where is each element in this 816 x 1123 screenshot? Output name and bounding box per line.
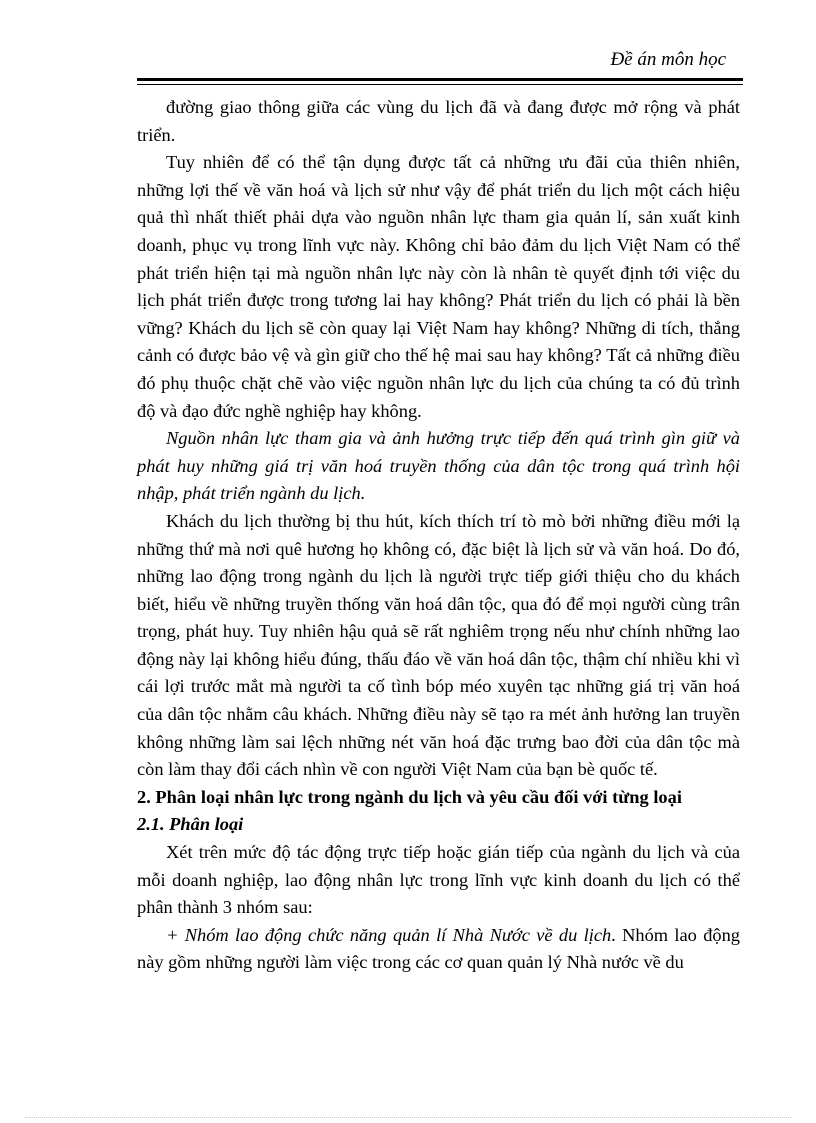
paragraph-6-lead: + Nhóm lao động chức năng quản lí Nhà Nước về du lịch — [166, 924, 612, 945]
paragraph-2: Tuy nhiên để có thể tận dụng được tất cả những ưu đãi của thiên nhiên, những lợi thế về văn hoá và lịch sử như vậy để phát triển du lịch một cách hiệu quả thì nhất thiết phải dựa vào nguồn nhân lực tham gia quản lí, sản xuất kinh doanh, phục vụ trong lĩnh vực này. Không chỉ bảo đảm du lịch Việt Nam có thể phát triển hiện tại mà nguồn nhân lực này còn là nhân tè quyết định tới việc du lịch phát triển được trong tương lai hay không? Phát triển du lịch có phải là bền vững? Khách du lịch sẽ còn quay lại Việt Nam hay không? Những di tích, thắng cảnh có được bảo vệ và gìn giữ cho thế hệ mai sau hay không? Tất cả những điều đó phụ thuộc chặt chẽ vào việc nguồn nhân lực du lịch của chúng ta có đủ trình độ và đạo đức nghề nghiệp hay không. — [137, 152, 740, 421]
footer-divider — [25, 1117, 791, 1118]
section-heading-2: 2. Phân loại nhân lực trong ngành du lịch và yêu cầu đối với từng loại — [137, 786, 682, 807]
header-rule-thick — [137, 78, 743, 81]
body-text — [137, 94, 740, 977]
subsection-heading-2-1: 2.1. Phân loại — [137, 814, 244, 835]
paragraph-6-rest: . Nhóm lao động này gồm những người làm việc trong các cơ quan quản lý Nhà nước về du — [137, 924, 740, 973]
paragraph-4: Khách du lịch thường bị thu hút, kích thích trí tò mò bởi những điều mới lạ những thứ mà nơi quê hương họ không có, đặc biệt là lịch sử và văn hoá. Do đó, những lao động trong ngành du lịch là người trực tiếp giới thiệu cho du khách biết, hiểu về những truyền thống văn hoá dân tộc, qua đó để mọi người cùng trân trọng, phát huy. Tuy nhiên hậu quả sẽ rất nghiêm trọng nếu như chính những lao động này lại không hiểu đúng, thấu đáo về văn hoá dân tộc, thậm chí nhiều khi vì cái lợi trước mắt mà người ta cố tình bóp méo xuyên tạc những giá trị văn hoá của dân tộc nhằm câu khách. Những điều này sẽ tạo ra mét ảnh hưởng lan truyền không những làm sai lệch những nét văn hoá đặc trưng bao đời của dân tộc mà còn làm thay đổi cách nhìn về con người Việt Nam của bạn bè quốc tế. — [137, 510, 740, 780]
header-rule-thin — [137, 84, 743, 85]
paragraph-5: Xét trên mức độ tác động trực tiếp hoặc gián tiếp của ngành du lịch và của mỗi doanh nghiệp, lao động nhân lực trong lĩnh vực kinh doanh du lịch có thể phân thành 3 nhóm sau: — [137, 842, 740, 918]
paragraph-1: đường giao thông giữa các vùng du lịch đã và đang được mở rộng và phát triển. — [137, 97, 740, 145]
paragraph-3-italic: Nguồn nhân lực tham gia và ảnh hưởng trực tiếp đến quá trình gìn giữ và phát huy những giá trị văn hoá truyền thống của dân tộc trong quá trình hội nhập, phát triển ngành du lịch. — [137, 428, 740, 504]
header-title: Đề án môn học — [610, 49, 726, 70]
paragraph-6 — [137, 922, 740, 977]
